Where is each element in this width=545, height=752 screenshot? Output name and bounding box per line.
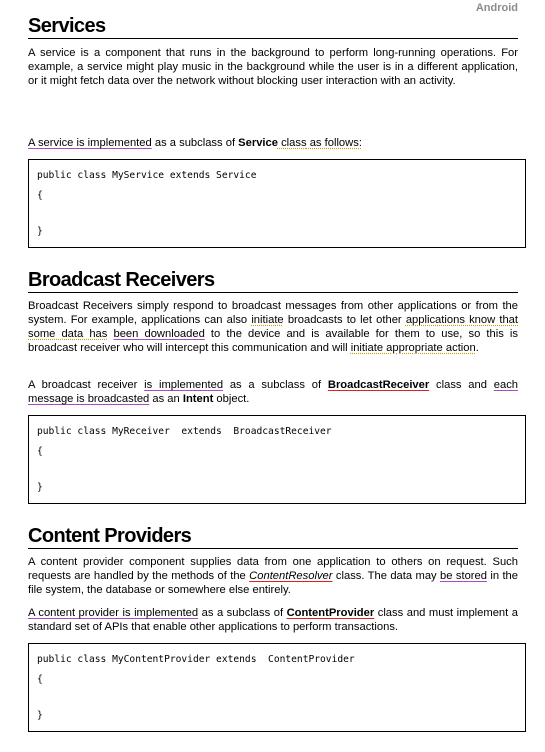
code-line: { (37, 190, 43, 201)
receivers-impl-a: A broadcast receiver (28, 379, 145, 391)
providers-impl-class: ContentProvider (286, 607, 375, 619)
receivers-desc-c: broadcasts to let other (283, 314, 406, 326)
providers-impl-b: as a subclass of (198, 607, 287, 619)
receivers-desc-d: applications know that some data has (28, 314, 519, 340)
services-impl-d: as follows: (306, 137, 362, 149)
providers-code-box (28, 643, 526, 732)
code-line: { (37, 674, 43, 685)
receivers-impl-c: as a subclass of (223, 379, 328, 391)
providers-desc-b: ContentResolver (249, 570, 333, 582)
receivers-impl-h: object. (213, 393, 250, 405)
code-line: { (37, 446, 43, 457)
providers-desc-c: class. The data may (332, 570, 441, 582)
providers-description (28, 555, 518, 597)
receivers-desc-f: been downloaded (113, 328, 205, 340)
services-description: A service is a component that runs in the background to perform long-running operations. For example, a service might play music in the background while the user is in a different application, or it might fetch data over the network without blocking user interaction with an activity. (28, 47, 518, 87)
receivers-desc-h: initiate appropriate action (350, 342, 476, 354)
receivers-impl-text (28, 378, 518, 406)
code-line: } (37, 226, 43, 237)
services-impl-c: class (277, 137, 307, 149)
receivers-description (28, 299, 518, 355)
receivers-impl-class: BroadcastReceiver (327, 379, 430, 391)
services-impl-b: as a subclass of (151, 137, 239, 149)
code-line: public class MyContentProvider extends ContentProvider (37, 654, 355, 665)
code-line: } (37, 710, 43, 721)
services-code-box (28, 159, 526, 248)
services-impl-a: A service is implemented (28, 137, 152, 149)
code-line: } (37, 482, 43, 493)
services-impl-class: Service (238, 137, 278, 149)
providers-impl-text (28, 606, 518, 634)
providers-heading: Content Providers (28, 524, 518, 549)
receivers-heading: Broadcast Receivers (28, 268, 518, 293)
providers-impl-a: A content provider is implemented (28, 607, 199, 619)
providers-impl-c: class and must implement a standard set of APIs that enable other applications to perform transactions. (28, 607, 518, 633)
receivers-code-box (28, 415, 526, 504)
receivers-impl-f: as an (149, 393, 183, 405)
receivers-desc-g: to the device and is available for them to use, so this is broadcast receiver who will intercept this communication and will (28, 328, 518, 354)
receivers-impl-d: class and (429, 379, 494, 391)
receivers-desc-i: . (475, 342, 479, 354)
providers-desc-d: be stored (440, 570, 487, 582)
services-heading: Services (28, 14, 518, 39)
providers-desc-a: A content provider component supplies data from one application to others on request. Such requests are handled by the methods of the (28, 556, 518, 582)
providers-desc-e: in the file system, the database or somewhere else entirely. (28, 570, 519, 596)
code-line: public class MyService extends Service (37, 170, 257, 181)
services-impl-text (28, 136, 518, 150)
header-label: Android (475, 2, 518, 14)
receivers-impl-g: Intent (182, 393, 214, 405)
receivers-impl-b: is implemented (144, 379, 224, 391)
receivers-desc-a: Broadcast Receivers simply respond to broadcast messages from other applications or from the system. For example, applications can also (28, 300, 518, 326)
receivers-desc-b: initiate (251, 314, 284, 326)
code-line: public class MyReceiver extends BroadcastReceiver (37, 426, 332, 437)
receivers-impl-e: each message is broadcasted (28, 379, 519, 405)
